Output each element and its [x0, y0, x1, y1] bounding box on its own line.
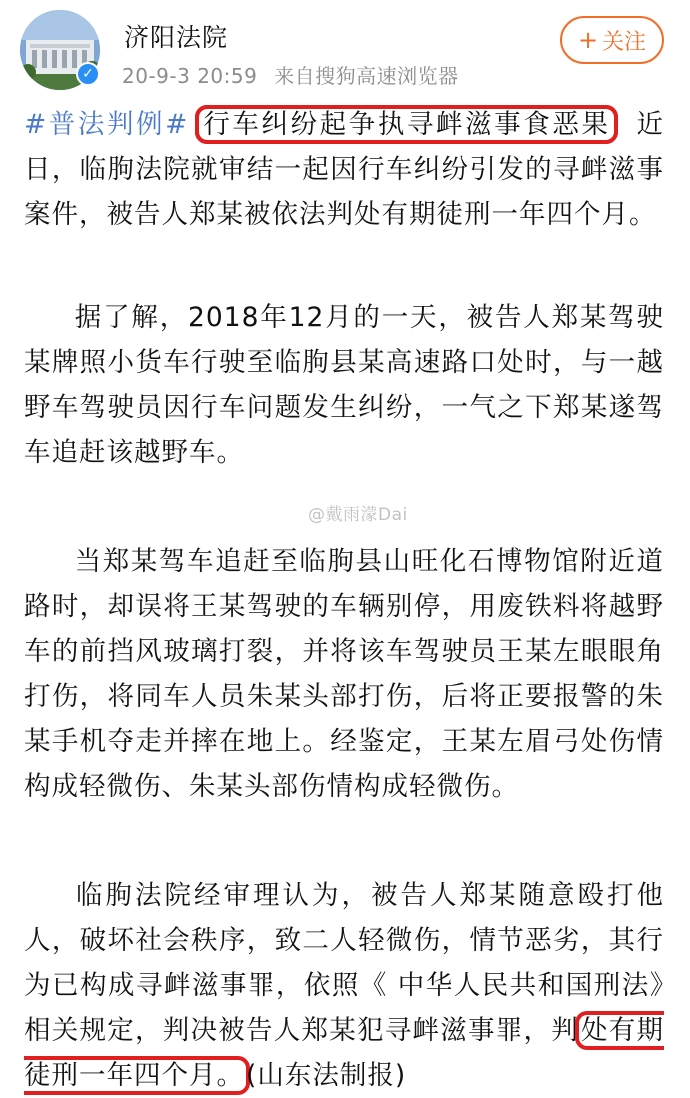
- paragraph-1: [24, 102, 664, 237]
- post-timestamp: 20-9-3 20:59: [122, 64, 258, 88]
- plus-icon: +: [577, 26, 599, 54]
- post-body: [24, 102, 664, 1098]
- watermark: @戴雨濛Dai: [308, 505, 408, 525]
- paragraph-1-text: 近日，临朐法院就审结一起因行车纠纷引发的寻衅滋事案件，被告人郑某被依法判处有期徒刑一年四个月。: [24, 109, 664, 230]
- post-header: [0, 0, 690, 98]
- post-meta: [122, 60, 459, 89]
- paragraph-4: [24, 873, 664, 1098]
- news-source: (山东法制报): [246, 1060, 407, 1091]
- sentence-highlight: 处有期徒刑一年四个月。: [24, 1015, 664, 1091]
- post-source: 来自搜狗高速浏览器: [274, 64, 459, 88]
- paragraph-2-text: 据了解，2018年12月的一天，被告人郑某驾驶某牌照小货车行驶至临朐县某高速路口处时，与一越野车驾驶员因行车问题发生纠纷，一气之下郑某遂驾车追赶该越野车。: [24, 302, 664, 468]
- verified-badge-icon: ✓: [76, 62, 100, 86]
- paragraph-3: [24, 539, 664, 809]
- follow-label: 关注: [602, 29, 647, 55]
- paragraph-3-text: 当郑某驾车追赶至临朐县山旺化石博物馆附近道路时，却误将王某驾驶的车辆别停，用废铁料将越野车的前挡风玻璃打裂，并将该车驾驶员王某左眼眼角打伤，将同车人员朱某头部打伤，后将正要报警的朱某手机夺走并摔在地上。经鉴定，王某左眉弓处伤情构成轻微伤、朱某头部伤情构成轻微伤。: [24, 546, 664, 802]
- hashtag-link[interactable]: #普法判例#: [24, 109, 189, 140]
- follow-button[interactable]: [560, 16, 664, 64]
- paragraph-4-text: 临朐法院经审理认为，被告人郑某随意殴打他人，破坏社会秩序，致二人轻微伤，情节恶劣，其行为已构成寻衅滋事罪，依照《 中华人民共和国刑法》相关规定，判决被告人郑某犯寻衅滋事罪，判: [24, 880, 664, 1046]
- author-name[interactable]: 济阳法院: [124, 23, 229, 52]
- paragraph-2: [24, 295, 664, 475]
- headline-highlight: 行车纠纷起争执寻衅滋事食恶果: [199, 109, 614, 140]
